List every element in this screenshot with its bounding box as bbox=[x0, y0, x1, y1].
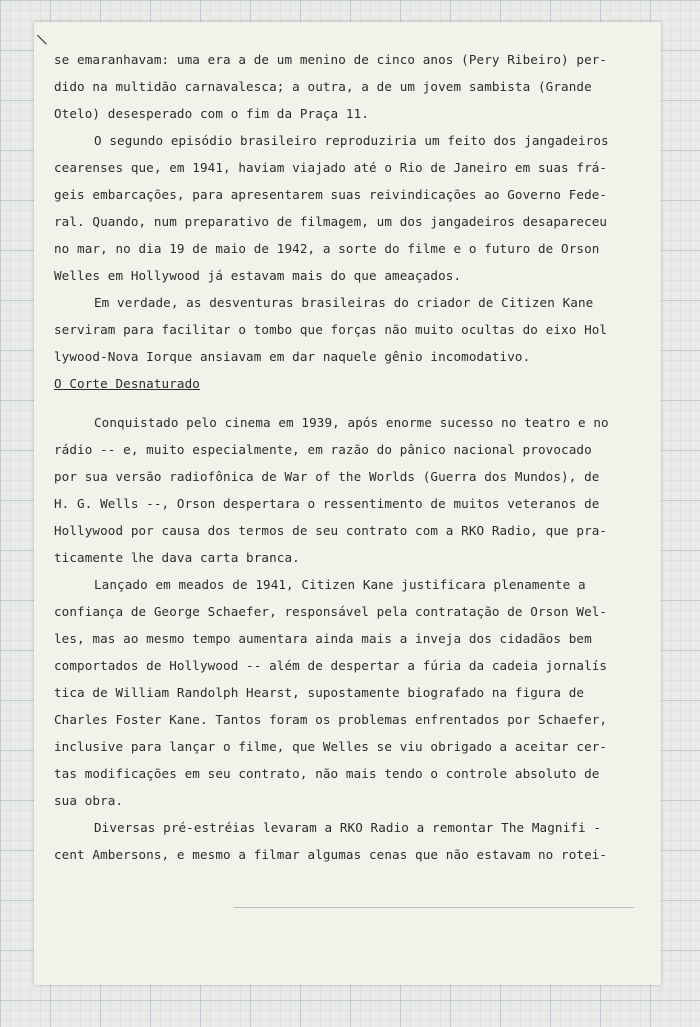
text-line: Lançado em meados de 1941, Citizen Kane justificara plenamente a bbox=[94, 577, 586, 592]
text-line: se emaranhavam: uma era a de um menino de cinco anos (Pery Ribeiro) per- bbox=[54, 52, 608, 67]
text-line: Conquistado pelo cinema em 1939, após enorme sucesso no teatro e no bbox=[94, 415, 609, 430]
text-line: sua obra. bbox=[54, 793, 124, 808]
text-line: Diversas pré-estréias levaram a RKO Radio a remontar The Magnifi - bbox=[94, 820, 602, 835]
text-line: por sua versão radiofônica de War of the Worlds (Guerra dos Mundos), de bbox=[54, 469, 600, 484]
text-line: comportados de Hollywood -- além de despertar a fúria da cadeia jornalís bbox=[54, 658, 608, 673]
paragraph-conquistado bbox=[54, 409, 634, 571]
text-line: cearenses que, em 1941, haviam viajado até o Rio de Janeiro em suas frá- bbox=[54, 160, 608, 175]
spacer bbox=[54, 397, 634, 409]
text-line: confiança de George Schaefer, responsável pela contratação de Orson Wel- bbox=[54, 604, 608, 619]
section-heading-text: O Corte Desnaturado bbox=[54, 376, 200, 391]
text-line: lywood-Nova Iorque ansiavam em dar naquele gênio incomodativo. bbox=[54, 349, 531, 364]
text-line: les, mas ao mesmo tempo aumentara ainda mais a inveja dos cidadãos bem bbox=[54, 631, 592, 646]
text-line: cent Ambersons, e mesmo a filmar algumas cenas que não estavam no rotei- bbox=[54, 847, 608, 862]
section-heading bbox=[54, 370, 634, 397]
faint-rule bbox=[234, 907, 634, 908]
paragraph-desventuras bbox=[54, 289, 634, 370]
text-line: Hollywood por causa dos termos de seu contrato com a RKO Radio, que pra- bbox=[54, 523, 608, 538]
text-line: H. G. Wells --, Orson despertara o ressentimento de muitos veteranos de bbox=[54, 496, 600, 511]
text-line: serviram para facilitar o tombo que forças não muito ocultas do eixo Hol bbox=[54, 322, 608, 337]
text-line: tica de William Randolph Hearst, supostamente biografado na figura de bbox=[54, 685, 585, 700]
text-line: ral. Quando, num preparativo de filmagem, um dos jangadeiros desapareceu bbox=[54, 214, 608, 229]
typewritten-text bbox=[54, 46, 634, 868]
text-line: O segundo episódio brasileiro reproduziria um feito dos jangadeiros bbox=[94, 133, 609, 148]
text-line: Em verdade, as desventuras brasileiras do criador de Citizen Kane bbox=[94, 295, 594, 310]
text-line: Welles em Hollywood já estavam mais do que ameaçados. bbox=[54, 268, 462, 283]
pen-mark: \ bbox=[35, 31, 49, 49]
paragraph-lancado bbox=[54, 571, 634, 814]
text-line: dido na multidão carnavalesca; a outra, a de um jovem sambista (Grande bbox=[54, 79, 592, 94]
text-line: geis embarcações, para apresentarem suas reivindicações ao Governo Fede- bbox=[54, 187, 608, 202]
text-line: no mar, no dia 19 de maio de 1942, a sorte do filme e o futuro de Orson bbox=[54, 241, 600, 256]
text-line: inclusive para lançar o filme, que Welles se viu obrigado a aceitar cer- bbox=[54, 739, 608, 754]
text-line: Otelo) desesperado com o fim da Praça 11. bbox=[54, 106, 369, 121]
text-line: rádio -- e, muito especialmente, em razão do pânico nacional provocado bbox=[54, 442, 592, 457]
paragraph-diversas bbox=[54, 814, 634, 868]
text-line: Charles Foster Kane. Tantos foram os problemas enfrentados por Schaefer, bbox=[54, 712, 608, 727]
paragraph-jangadeiros bbox=[54, 127, 634, 289]
text-line: tas modificações em seu contrato, não mais tendo o controle absoluto de bbox=[54, 766, 600, 781]
paragraph-continuation bbox=[54, 46, 634, 127]
text-line: ticamente lhe dava carta branca. bbox=[54, 550, 300, 565]
typed-page bbox=[34, 22, 661, 985]
